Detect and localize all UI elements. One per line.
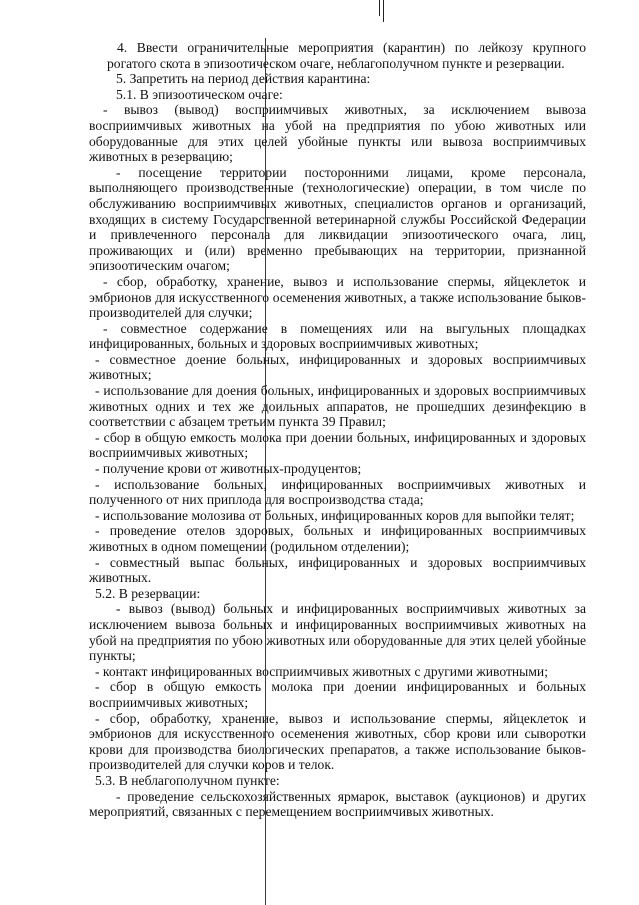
list-item: 5.3. В неблагополучном пункте: (95, 772, 280, 788)
document-body (89, 40, 586, 820)
list-item: - совместный выпас больных, инфицированных и здоровых восприимчивых животных. (89, 554, 586, 586)
list-item: - использование молозива от больных, инфицированных коров для выпойки телят; (95, 507, 575, 523)
list-item: - сбор в общую емкость молока при доении инфицированных и больных восприимчивых животных; (89, 679, 586, 710)
section-heading-5-3: - проведение сельскохозяйственных ярмарок, выставок (аукционов) и других мероприятий, связанных с перемещением восприимчивых животных. (89, 788, 586, 820)
list-item: - сбор, обработку, хранение, вывоз и использование спермы, яйцеклеток и эмбрионов для искусственного осеменения животных, а также использование быков-производителей для случки; (89, 273, 586, 321)
section-heading-5-2: - вывоз (вывод) больных и инфицированных восприимчивых животных за исключением вывоза больных и инфицированных восприимчивых животных на убой на предприятия по убою животных или оборудованные для этих целей убойные пункты; (89, 601, 586, 664)
list-item: - вывоз (вывод) восприимчивых животных, за исключением вывоза восприимчивых животных на убой на предприятия по убою животных или оборудованные для этих целей убойные пункты или вывоза восприимчивых животных в резервацию; (89, 102, 586, 165)
list-item: - посещение территории посторонними лицами, кроме персонала, выполняющего производственные (технологические) операции, в том числе по обслуживанию восприимчивых животных, специалистов органов и организаций, входящих в систему Государственной ветеринарной службы Российской Федерации и привлеченного персонала для ликвидации эпизоотического очага, лиц, проживающих и (или) временно пребывающих на территории, признанной эпизоотическим очагом; (89, 164, 586, 274)
scan-artifact-line (379, 0, 380, 16)
list-item: - использование больных, инфицированных восприимчивых животных и полученного от них приплода для воспроизводства стада; (89, 476, 586, 508)
list-item: - получение крови от животных-продуцентов; (95, 461, 362, 477)
list-item: - использование для доения больных, инфицированных и здоровых восприимчивых животных одних и тех же доильных аппаратов, не прошедших дезинфекцию в соответствии с абзацем третьим пункта 39 Правил; (89, 383, 586, 430)
section-heading-5-1: 5.1. В эпизоотическом очаге: (116, 86, 283, 102)
list-item: - контакт инфицированных восприимчивых животных с другими животными; (95, 663, 548, 679)
list-item: - совместное содержание в помещениях или на выгульных площадках инфицированных, больных и здоровых восприимчивых животных; (89, 320, 586, 352)
list-item: - совместное доение больных, инфицированных и здоровых восприимчивых животных; (89, 351, 586, 383)
paragraph-quarantine: 4. Ввести ограничительные мероприятия (карантин) по лейкозу крупного рогатого скота в эпизоотическом очаге, неблагополучном пункте и резервации. (107, 40, 586, 71)
list-item: 5.2. В резервации: (95, 585, 201, 601)
scan-artifact-line (383, 0, 384, 22)
list-item: - сбор в общую емкость молока при доении больных, инфицированных и здоровых восприимчивых животных; (89, 429, 586, 461)
list-item: - проведение отелов здоровых, больных и инфицированных восприимчивых животных в одном помещении (родильном отделении); (89, 523, 586, 554)
list-item: - сбор, обработку, хранение, вывоз и использование спермы, яйцеклеток и эмбрионов для искусственного осеменения животных, сбор крови или сыворотки крови для производства биологических препаратов, а также использование быков-производителей для случки коров и телок. (89, 710, 586, 773)
paragraph-prohibit-heading: 5. Запретить на период действия карантина: (116, 71, 371, 87)
